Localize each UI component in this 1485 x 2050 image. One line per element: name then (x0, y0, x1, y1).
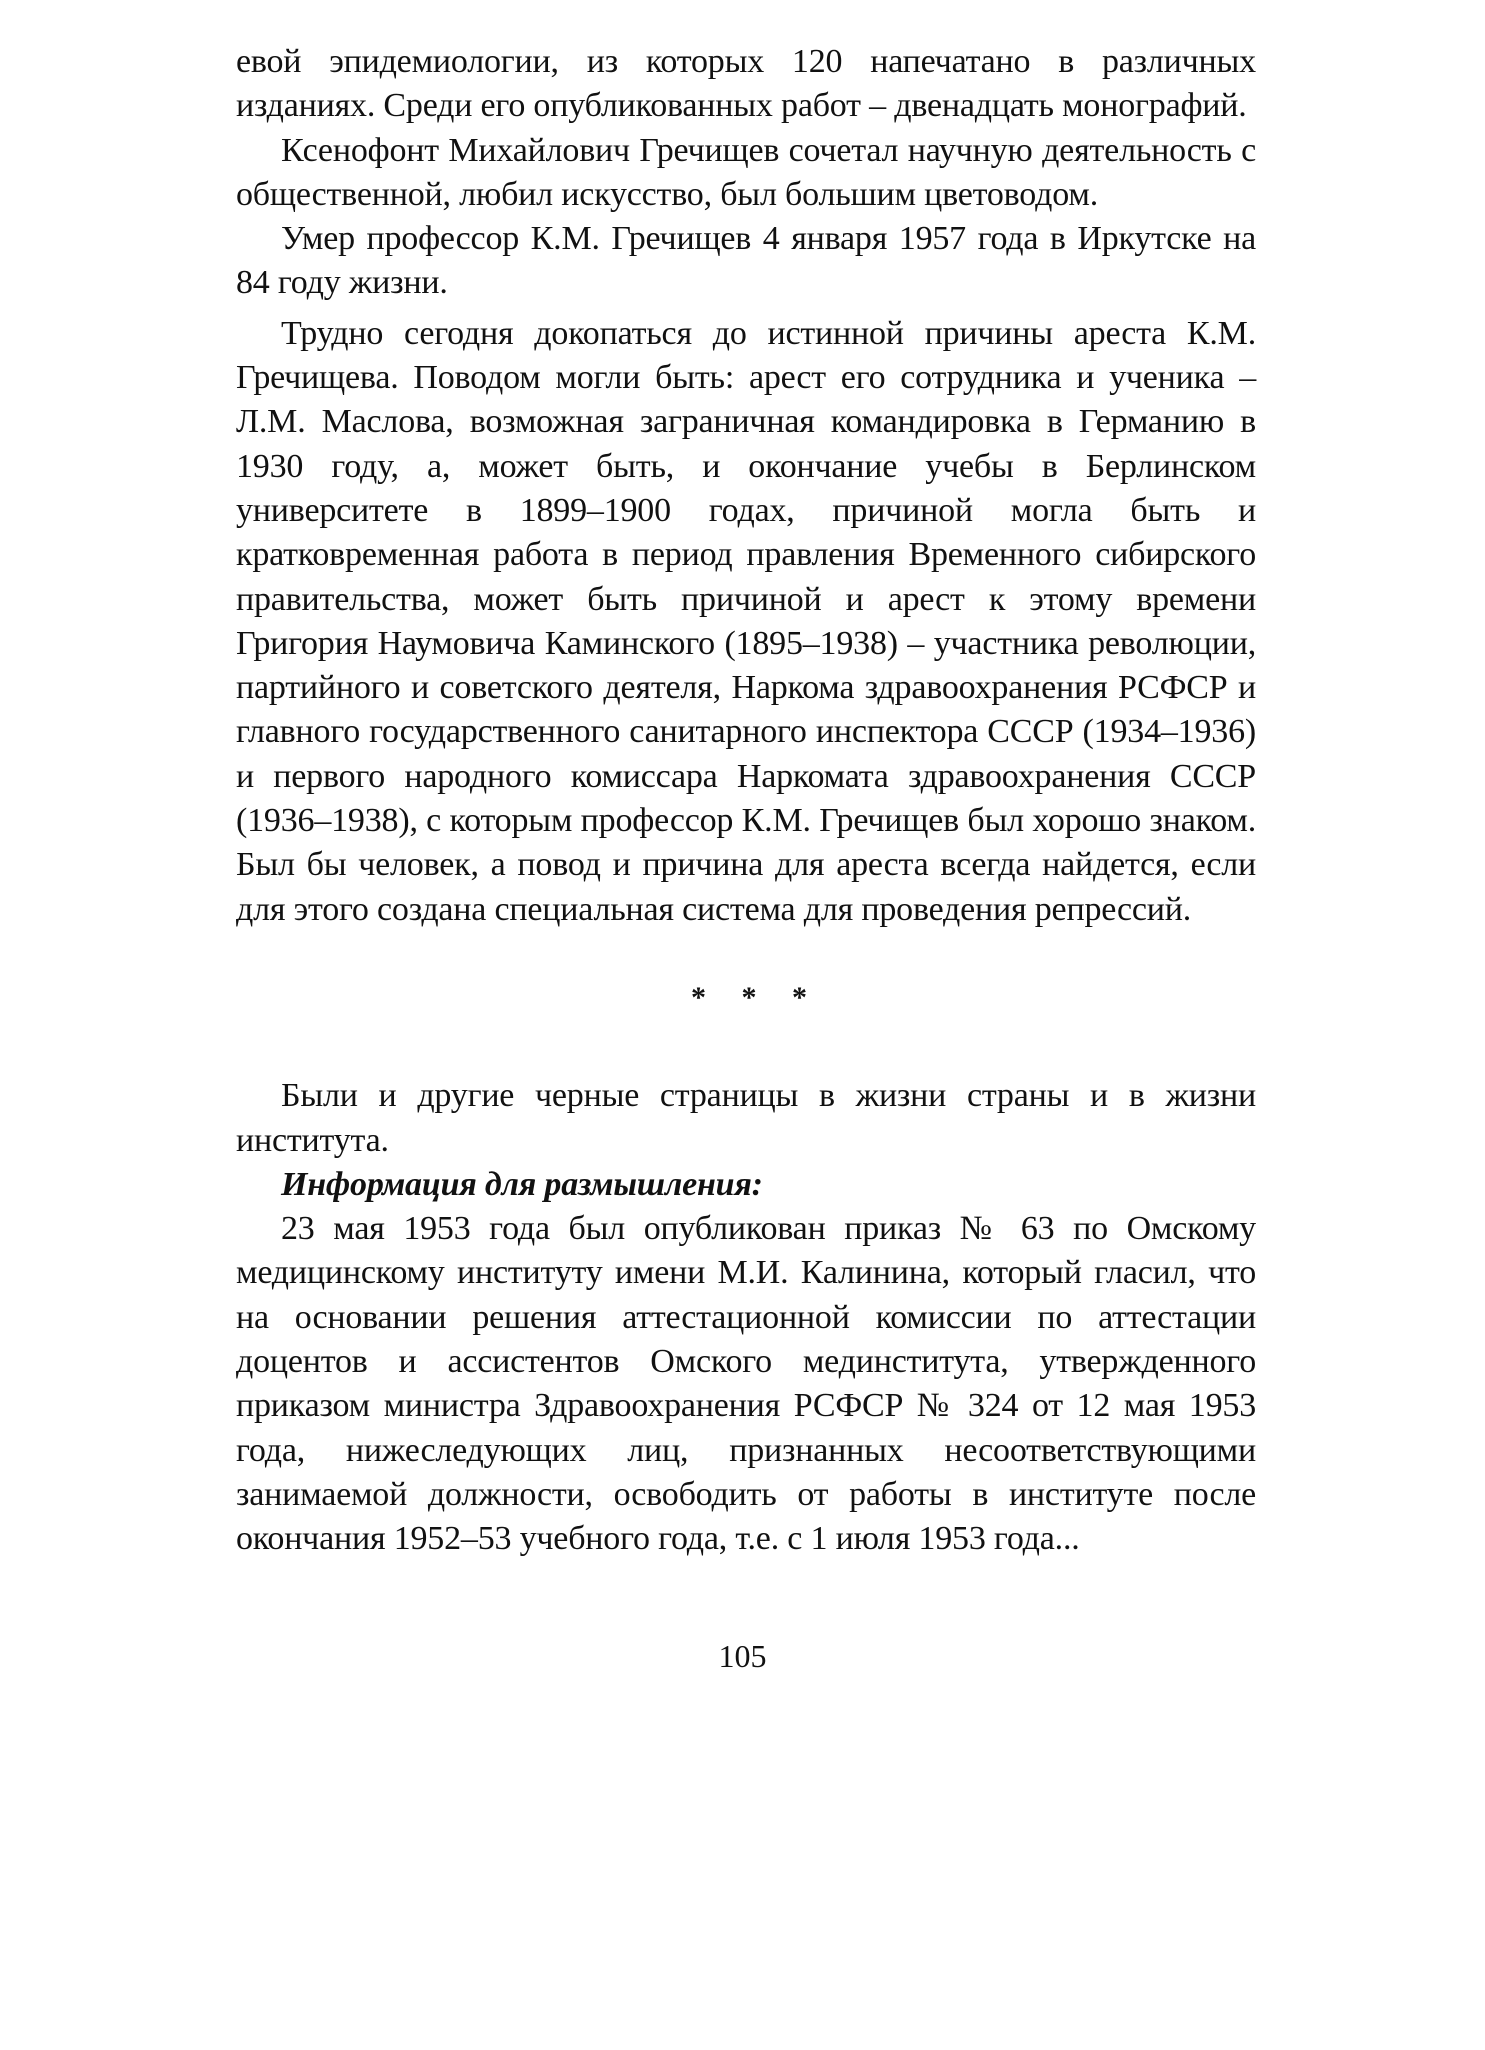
paragraph-arrest-reasons: Трудно сегодня докопаться до истинной причины ареста К.М. Гречищева. Поводом могли быть: арест его сотрудника и ученика – Л.М. Маслова, возможная заграничная командировка в Германию в 1930 году, а, может быть, и окончание учебы в Берлинском университете в 1899–1900 годах, причиной могла быть и кратковременная работа в период правления Временного сибирского правительства, может быть причиной и арест к этому времени Григория Наумовича Каминского (1895–1938) – участника революции, партийного и советского деятеля, Наркома здравоохранения РСФСР и главного государственного санитарного инспектора СССР (1934–1936) и первого народного комиссара Наркомата здравоохранения СССР (1936–1938), с которым профессор К.М. Гречищев был хорошо знаком. Был бы человек, а повод и причина для ареста всегда найдется, если для этого создана специальная система для проведения репрессий. (236, 314, 1256, 928)
paragraph-dark-pages: Были и другие черные страницы в жизни страны и в жизни института. (236, 1077, 1256, 1159)
section-separator: * * * (691, 980, 821, 1014)
page-number: 105 (718, 1638, 767, 1674)
paragraph-order-63: 23 мая 1953 года был опубликован приказ № 63 по Омскому медицинскому институту имени М.И. Калинина, который гласил, что на основании решения аттестационной комиссии по аттестации доцентов и ассистентов Омского мединститута, утвержденного приказом министра Здравоохранения РСФСР № 324 от 12 мая 1953 года, нижеследующих лиц, признанных несоответствующими занимаемой должности, освободить от работы в институте после окончания 1952–53 учебного года, т.е. с 1 июля 1953 года... (236, 1210, 1256, 1558)
subheading-information: Информация для размышления: (281, 1165, 763, 1203)
paragraph-grechishchev-interests: Ксенофонт Михайлович Гречищев сочетал научную деятельность с общественной, любил искусство, был большим цветоводом. (236, 131, 1256, 213)
text-column (236, 40, 1256, 1562)
paragraph-death: Умер профессор К.М. Гречищев 4 января 1957 года в Иркутске на 84 году жизни. (236, 220, 1256, 302)
paragraph-continuation: евой эпидемиологии, из которых 120 напечатано в различных изданиях. Среди его опубликованных работ – двенадцать монографий. (236, 43, 1256, 125)
